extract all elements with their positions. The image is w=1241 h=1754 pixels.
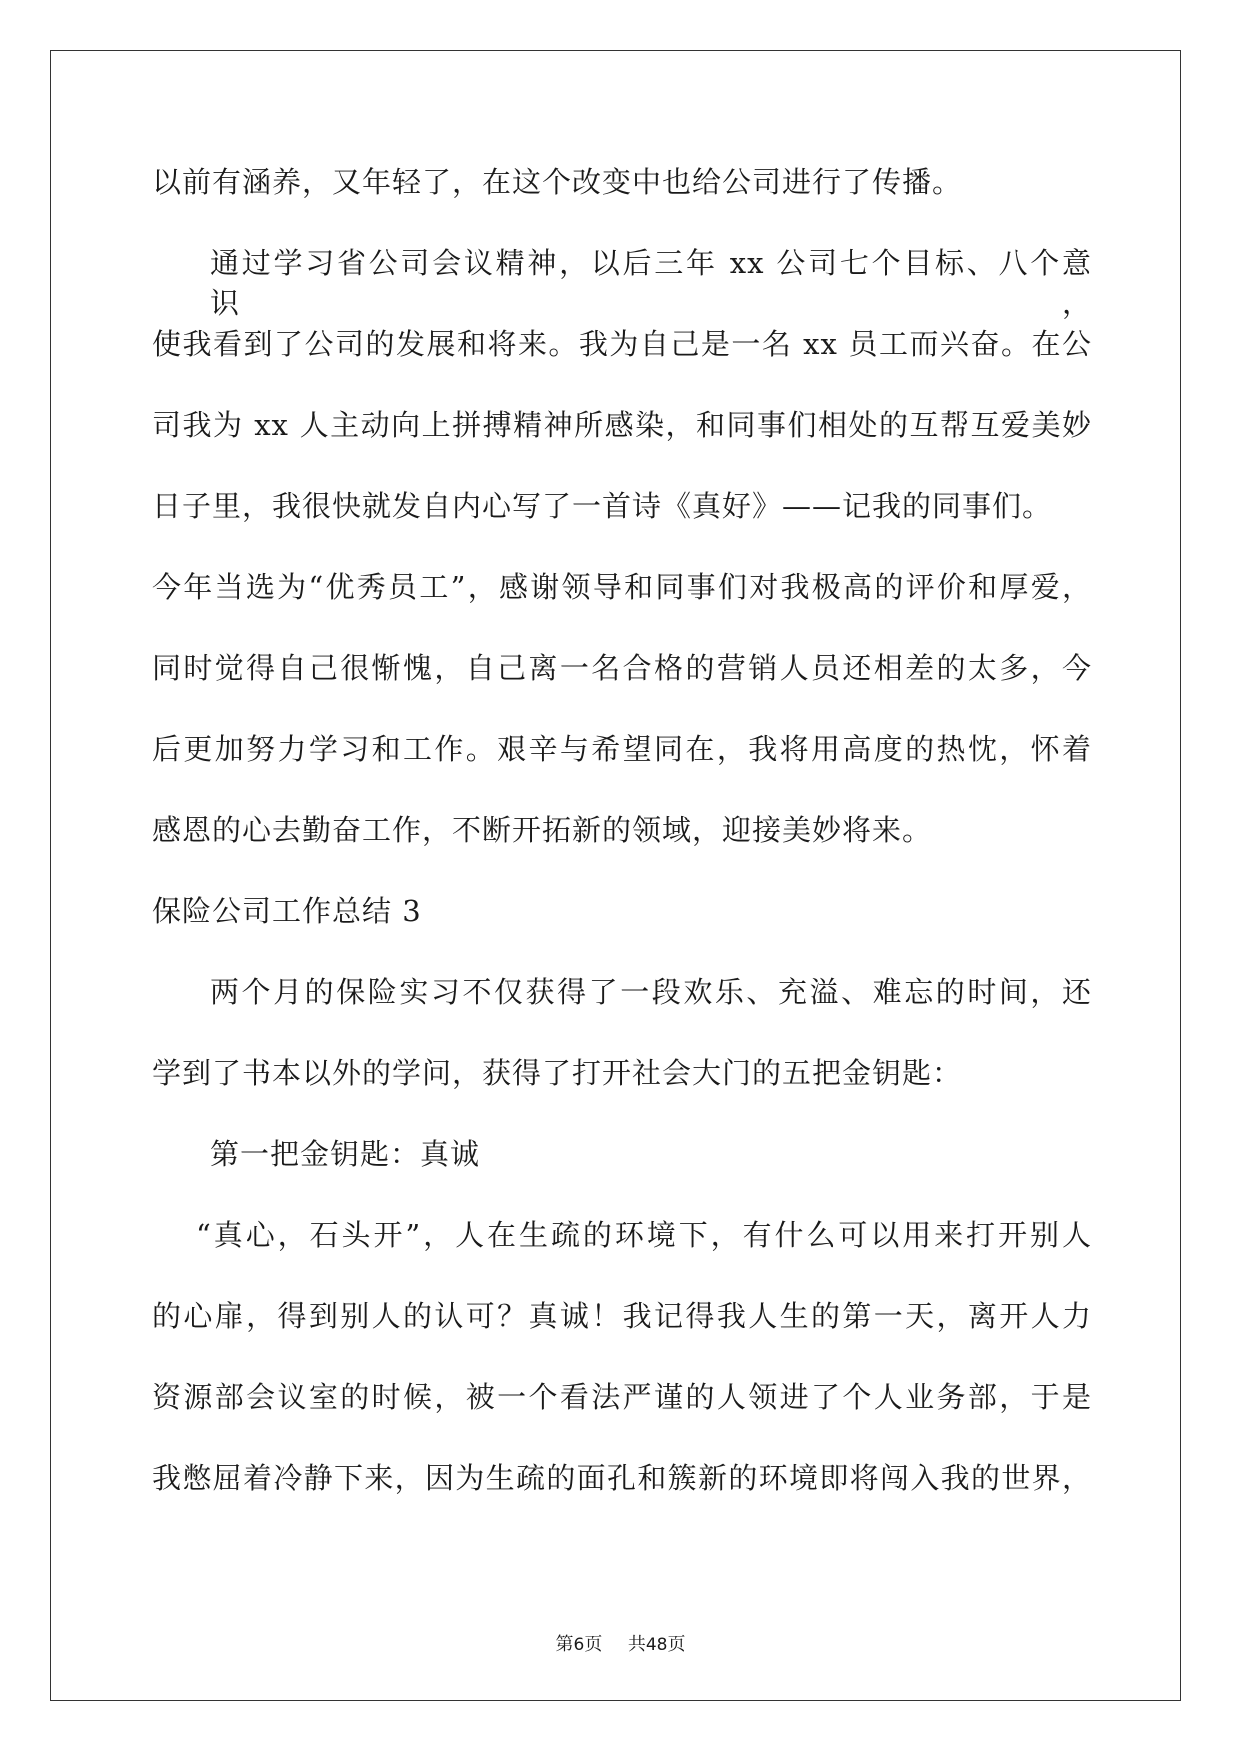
page-footer: [0, 1630, 1241, 1656]
footer-page-number: 6: [573, 1635, 585, 1655]
body-line-8: 后更加努力学习和工作。艰辛与希望同在，我将用高度的热忱，怀着: [152, 732, 1092, 766]
footer-total-prefix: 共: [627, 1634, 646, 1655]
body-line-6: 今年当选为“优秀员工”，感谢领导和同事们对我极高的评价和厚爱，: [152, 570, 1092, 604]
body-line-5: 日子里，我很快就发自内心写了一首诗《真好》——记我的同事们。: [152, 489, 1053, 523]
body-line-2: 通过学习省公司会议精神，以后三年 xx 公司七个目标、八个意识，: [210, 246, 1092, 320]
body-line-4: 司我为 xx 人主动向上拼搏精神所感染，和同事们相处的互帮互爱美妙: [152, 408, 1092, 442]
body-line-9: 感恩的心去勤奋工作，不断开拓新的领域，迎接美妙将来。: [152, 813, 933, 847]
subheading-first-key: 第一把金钥匙：真诚: [210, 1137, 481, 1171]
body-line-12: 学到了书本以外的学问，获得了打开社会大门的五把金钥匙：: [152, 1056, 963, 1090]
body-line-3: 使我看到了公司的发展和将来。我为自己是一名 xx 员工而兴奋。在公: [152, 327, 1092, 361]
body-line-15: 的心扉，得到别人的认可？真诚！我记得我人生的第一天，离开人力: [152, 1299, 1092, 1333]
body-line-14: “真心，石头开”，人在生疏的环境下，有什么可以用来打开别人: [196, 1218, 1092, 1252]
body-line-7: 同时觉得自己很惭愧，自己离一名合格的营销人员还相差的太多，今: [152, 651, 1092, 685]
footer-total-number: 48: [645, 1635, 668, 1655]
footer-page-prefix: 第: [555, 1634, 574, 1655]
footer-total-suffix: 页: [667, 1634, 686, 1655]
footer-page-suffix: 页: [584, 1634, 603, 1655]
body-line-1: 以前有涵养，又年轻了，在这个改变中也给公司进行了传播。: [152, 165, 963, 199]
body-line-16: 资源部会议室的时候，被一个看法严谨的人领进了个人业务部，于是: [152, 1380, 1092, 1414]
section-heading: 保险公司工作总结 3: [152, 894, 422, 928]
body-line-11: 两个月的保险实习不仅获得了一段欢乐、充溢、难忘的时间，还: [210, 975, 1092, 1009]
body-line-17: 我憋屈着冷静下来，因为生疏的面孔和簇新的环境即将闯入我的世界，: [152, 1461, 1092, 1495]
